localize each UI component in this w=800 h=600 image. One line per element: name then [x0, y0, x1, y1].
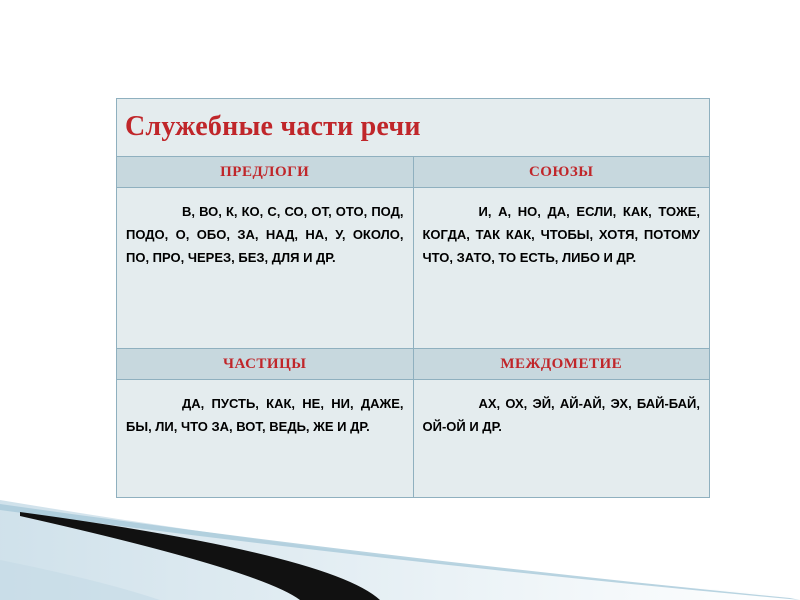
conjunctions-list: И, А, НО, ДА, ЕСЛИ, КАК, ТОЖЕ, КОГДА, ТАК КАК, ЧТОБЫ, ХОТЯ, ПОТОМУ ЧТО, ЗАТО, ТО ЕСТЬ, ЛИБО И ДР. [422, 204, 700, 265]
header-cell-interjections [413, 349, 710, 380]
content-cell-conjunctions [413, 188, 710, 349]
title-row [117, 99, 710, 157]
header-interjections: МЕЖДОМЕТИЕ [500, 356, 623, 372]
prepositions-list: В, ВО, К, КО, С, СО, ОТ, ОТО, ПОД, ПОДО, О, ОБО, ЗА, НАД, НА, У, ОКОЛО, ПО, ПРО, ЧЕРЕЗ, БЕЗ, ДЛЯ И ДР. [126, 204, 404, 265]
header-cell-particles [117, 349, 414, 380]
content-cell-interjections [413, 380, 710, 498]
table-title: Служебные части речи [125, 111, 421, 142]
particles-list: ДА, ПУСТЬ, КАК, НЕ, НИ, ДАЖЕ, БЫ, ЛИ, ЧТО ЗА, ВОТ, ВЕДЬ, ЖЕ И ДР. [126, 396, 404, 434]
header-particles: ЧАСТИЦЫ [223, 356, 307, 372]
header-row [117, 157, 710, 188]
title-cell [117, 99, 710, 157]
content-cell-particles [117, 380, 414, 498]
content-row [117, 188, 710, 349]
header-conjunctions: СОЮЗЫ [528, 164, 594, 180]
header-row [117, 349, 710, 380]
interjections-list: АХ, ОХ, ЭЙ, АЙ-АЙ, ЭХ, БАЙ-БАЙ, ОЙ-ОЙ И ДР. [422, 396, 700, 434]
header-cell-conjunctions [413, 157, 710, 188]
decorative-swoosh [0, 500, 800, 600]
header-prepositions: ПРЕДЛОГИ [220, 164, 310, 180]
content-row [117, 380, 710, 498]
parts-of-speech-table [116, 98, 710, 498]
header-cell-prepositions [117, 157, 414, 188]
content-cell-prepositions [117, 188, 414, 349]
swoosh-band [0, 500, 800, 600]
